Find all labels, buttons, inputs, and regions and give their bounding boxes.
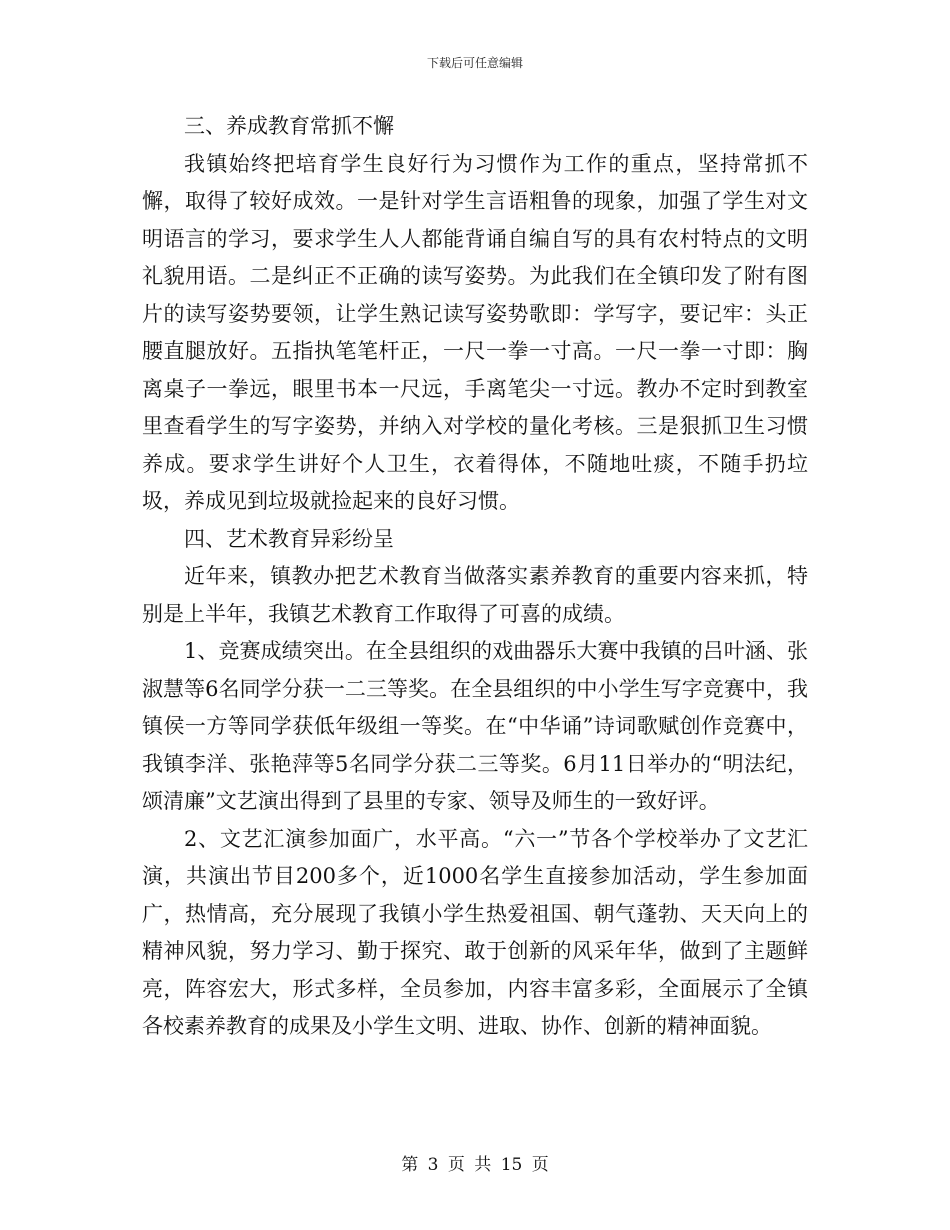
section-heading-3: 三、养成教育常抓不懈: [184, 114, 394, 138]
paragraph: 我镇始终把培育学生良好行为习惯作为工作的重点，坚持常抓不懈，取得了较好成效。一是针对学生言语粗鲁的现象，加强了学生对文明语言的学习，要求学生人人都能背诵自编自写的具有农村特点的文明礼貌用语。二是纠正不正确的读写姿势。为此我们在全镇印发了附有图片的读写姿势要领，让学生熟记读写姿势歌即：学写字，要记牢：头正腰直腿放好。五指执笔笔杆正，一尺一拳一寸高。一尺一拳一寸即：胸离桌子一拳远，眼里书本一尺远，手离笔尖一寸远。教办不定时到教室里查看学生的写字姿势，并纳入对学校的量化考核。三是狠抓卫生习惯养成。要求学生讲好个人卫生，衣着得体，不随地吐痰，不随手扔垃圾，养成见到垃圾就捡起来的良好习惯。: [142, 151, 808, 513]
paragraph: 1、竞赛成绩突出。在全县组织的戏曲器乐大赛中我镇的吕叶涵、张淑慧等6名同学分获一二三等奖。在全县组织的中小学生写字竞赛中，我镇侯一方等同学获低年级组一等奖。在“中华诵”诗词歌赋创作竞赛中，我镇李洋、张艳萍等5名同学分获二三等奖。6月11日举办的“明法纪，颂清廉”文艺演出得到了县里的专家、领导及师生的一致好评。: [142, 639, 808, 813]
paragraph: 近年来，镇教办把艺术教育当做落实素养教育的重要内容来抓，特别是上半年，我镇艺术教育工作取得了可喜的成绩。: [142, 564, 808, 626]
paragraph: 2、文艺汇演参加面广，水平高。“六一”节各个学校举办了文艺汇演，共演出节目200多个，近1000名学生直接参加活动，学生参加面广，热情高，充分展现了我镇小学生热爱祖国、朝气蓬勃、天天向上的精神风貌，努力学习、勤于探究、敢于创新的风采年华，做到了主题鲜亮，阵容宏大，形式多样，全员参加，内容丰富多彩，全面展示了全镇各校素养教育的成果及小学生文明、进取、协作、创新的精神面貌。: [142, 826, 808, 1038]
document-body: [142, 108, 808, 1046]
section-heading-4: 四、艺术教育异彩纷呈: [184, 526, 394, 551]
page-header: 下载后可任意编辑: [426, 56, 523, 70]
page-footer: 第 3 页 共 15 页: [401, 1155, 549, 1175]
